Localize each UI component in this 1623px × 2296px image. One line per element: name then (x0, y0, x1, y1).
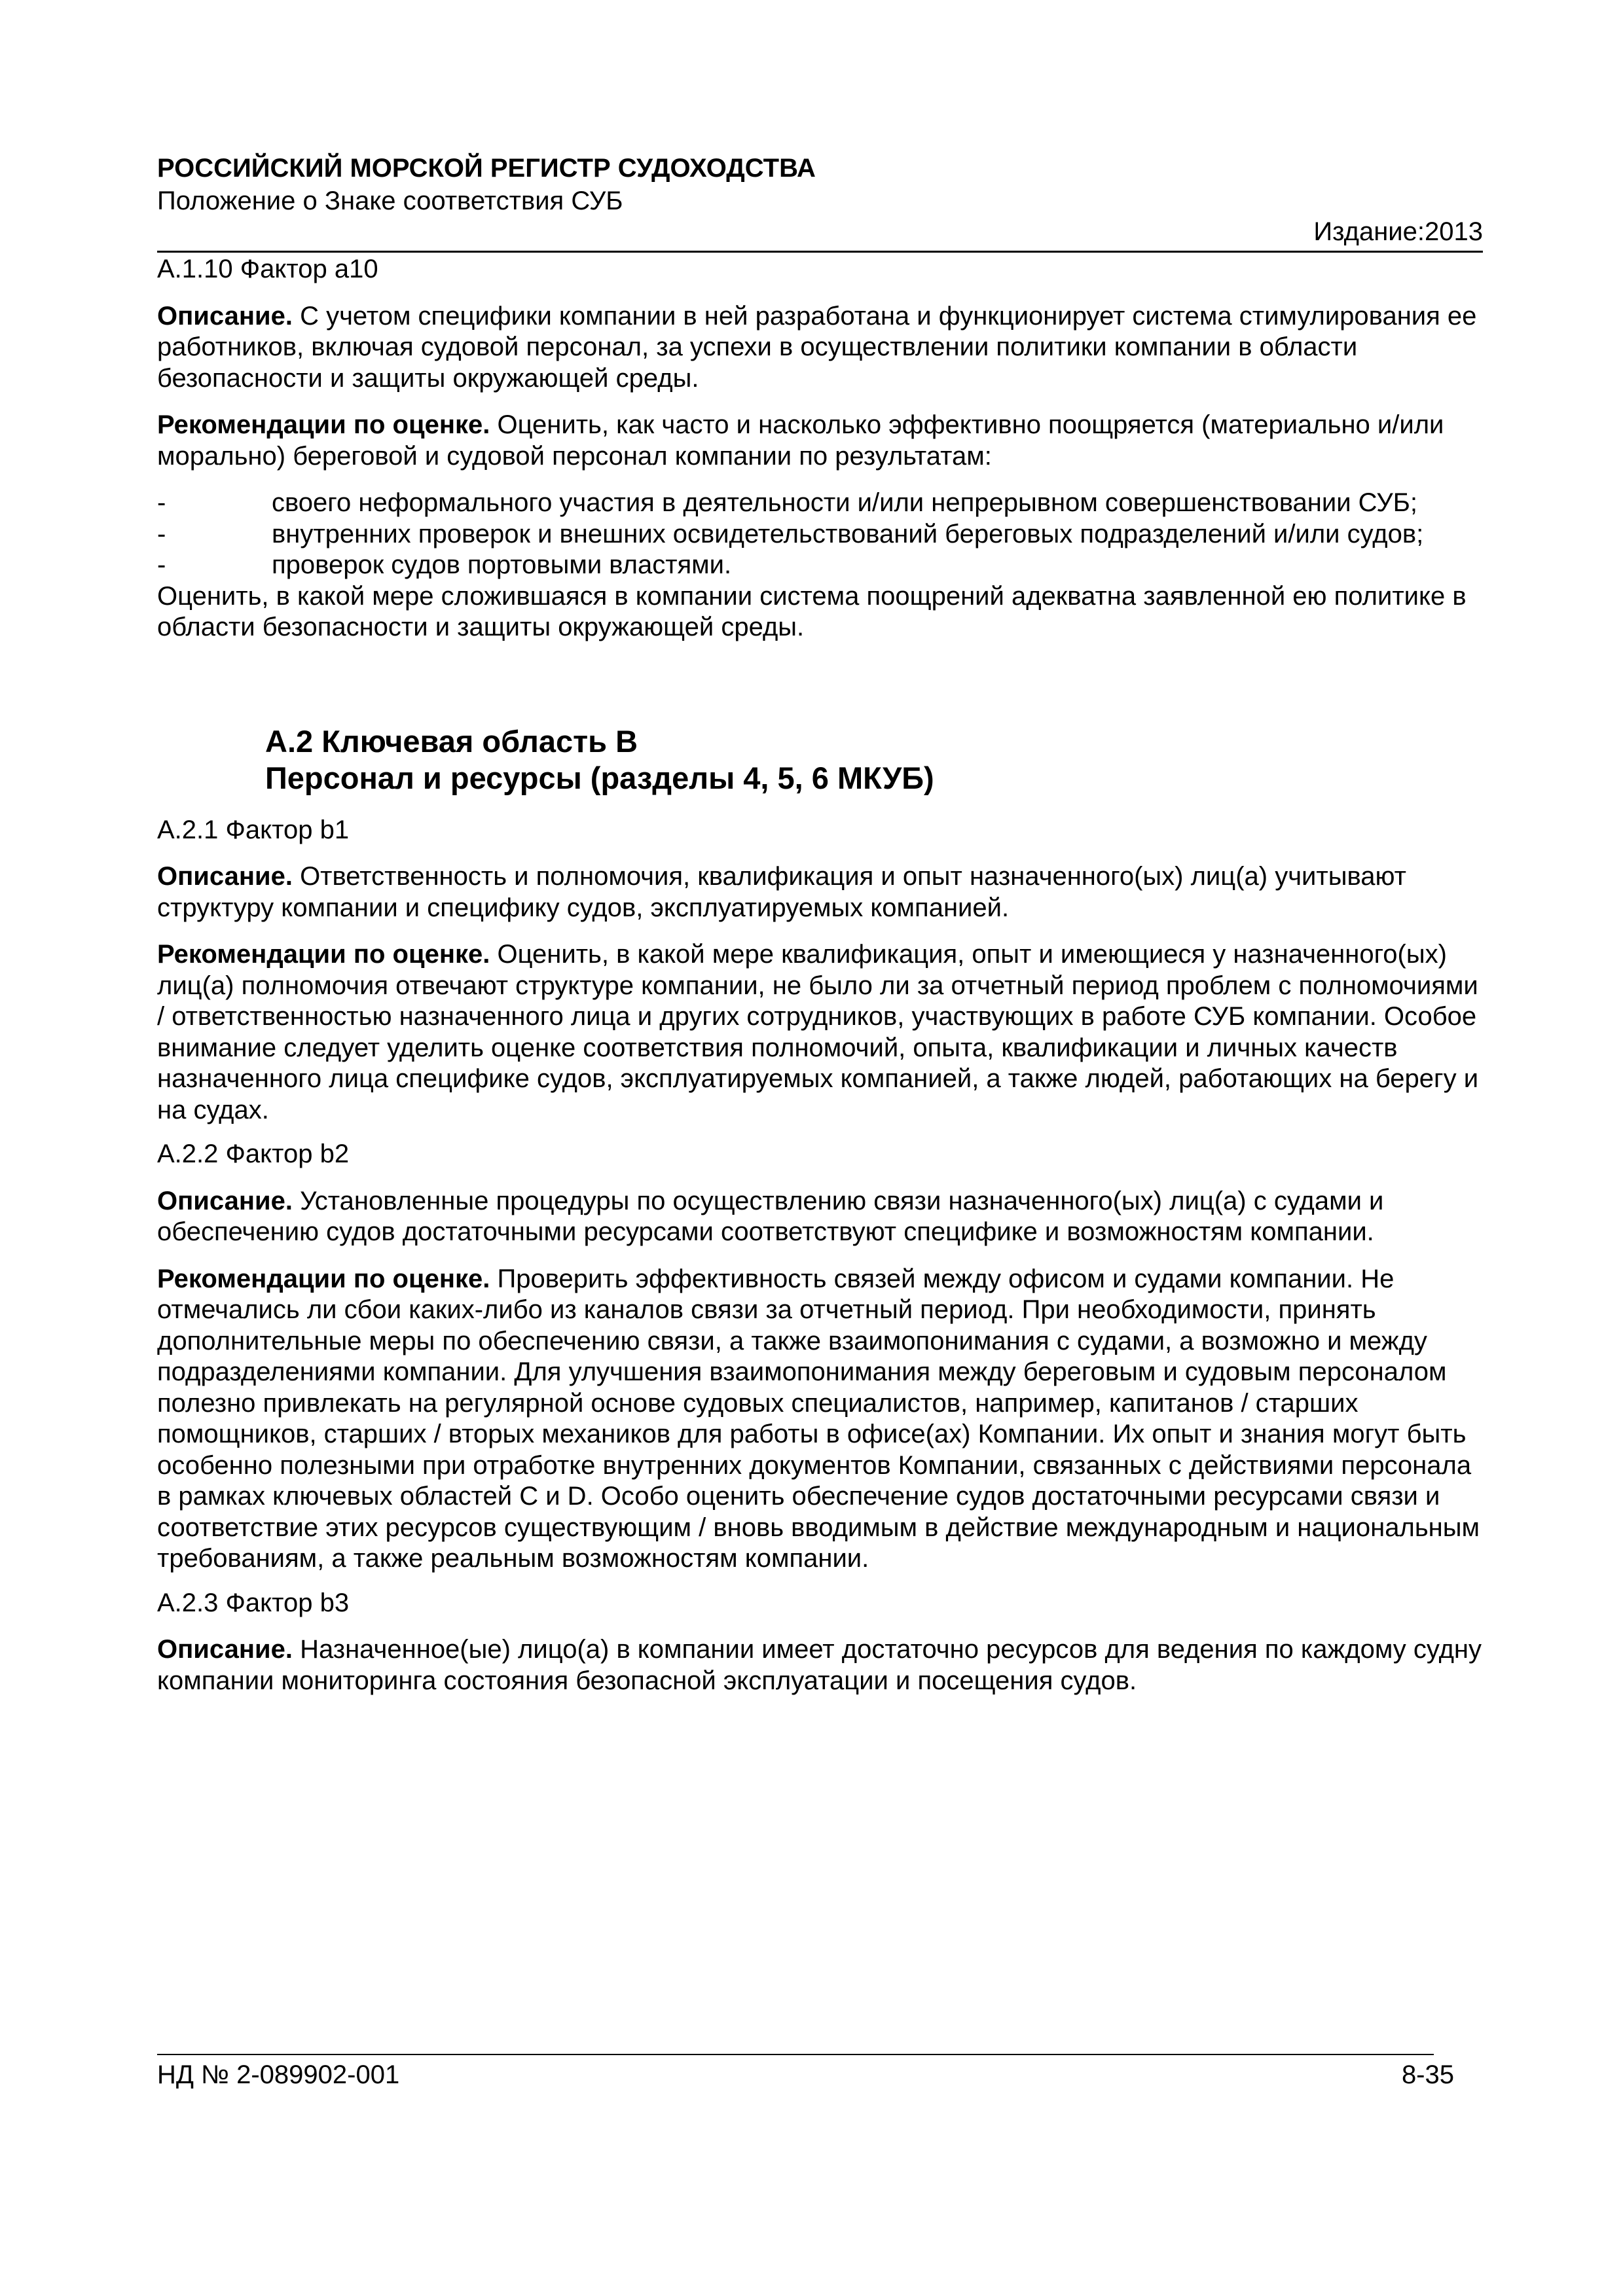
description-label: Описание. (157, 862, 293, 891)
factor-a10-bullet-list (157, 488, 1486, 581)
list-item-text: своего неформального участия в деятельности и/или непрерывном совершенствовании СУБ; (272, 488, 1417, 517)
factor-a10-conclusion: Оценить, в какой мере сложившаяся в компании система поощрений адекватна заявленной ею политике в области безопасности и защиты окружающей среды. (157, 581, 1467, 641)
recommendations-text: Оценить, в какой мере квалификация, опыт и имеющиеся у назначенного(ых) лиц(а) полномочия отвечают структуре компании, не было ли за отчетный период проблем с полномочиями / ответственностью назначенного лица и других сотрудников, участвующих в работе СУБ компании. Особое внимание следует уделить оценке соответствия полномочий, опыта, квалификации и личных качеств назначенного лица специфике судов, эксплуатируемых компанией, а также людей, работающих на берегу и на судах. (157, 940, 1479, 1124)
list-item-text: внутренних проверок и внешних освидетельствований береговых подразделений и/или судов; (272, 519, 1424, 548)
description-label: Описание. (157, 1635, 293, 1664)
factor-b1-description (157, 861, 1486, 924)
recommendations-label: Рекомендации по оценке. (157, 940, 490, 969)
factor-b2-description (157, 1186, 1486, 1248)
factor-b1-recommendations (157, 939, 1486, 1126)
page-body (157, 254, 1486, 1696)
description-label: Описание. (157, 301, 293, 331)
section-a2-title-line2: Персонал и ресурсы (разделы 4, 5, 6 МКУБ) (265, 760, 934, 795)
recommendations-label: Рекомендации по оценке. (157, 1264, 490, 1293)
section-a2-title-line1: А.2 Ключевая область B (265, 723, 638, 759)
bullet-dash: - (157, 488, 166, 517)
factor-b3-title: А.2.3 Фактор b3 (157, 1588, 350, 1617)
factor-b2-title: А.2.2 Фактор b2 (157, 1139, 350, 1168)
list-item (157, 550, 1486, 581)
list-item (157, 488, 1486, 519)
factor-b1-title: А.2.1 Фактор b1 (157, 815, 350, 844)
list-item (157, 519, 1486, 550)
footer-divider (157, 2054, 1434, 2055)
factor-b3-description (157, 1634, 1486, 1696)
description-text: Установленные процедуры по осуществлению связи назначенного(ых) лиц(а) с судами и обеспечению судов достаточными ресурсами соответствуют специфике и возможностям компании. (157, 1186, 1384, 1246)
header-document-title: Положение о Знаке соответствия СУБ (157, 187, 623, 215)
header-edition: Издание:2013 (1313, 217, 1483, 246)
factor-a10-description (157, 301, 1486, 395)
factor-a10-title: А.1.10 Фактор a10 (157, 255, 378, 283)
recommendations-text: Проверить эффективность связей между офисом и судами компании. Не отмечались ли сбои каких-либо из каналов связи за отчетный период. При необходимости, принять дополнительные меры по обеспечению связи, а также взаимопонимания с судами, а возможно и между подразделениями компании. Для улучшения взаимопонимания между береговым и судовым персоналом полезно привлекать на регулярной основе судовых специалистов, например, капитанов / старших помощников, старших / вторых механиков для работы в офисе(ах) Компании. Их опыт и знания могут быть особенно полезными при отработке внутренних документов Компании, связанных с действиями персонала в рамках ключевых областей C и D. Особо оценить обеспечение судов достаточными ресурсами связи и соответствие этих ресурсов существующим / вновь вводимым в действие международным и национальным требованиям, а также реальным возможностям компании. (157, 1264, 1480, 1573)
footer-page-number: 8-35 (1401, 2060, 1454, 2089)
factor-b2-recommendations (157, 1264, 1486, 1575)
bullet-dash: - (157, 519, 166, 548)
description-label: Описание. (157, 1186, 293, 1215)
recommendations-text: Оценить, как часто и насколько эффективно поощряется (материально и/или морально) береговой и судовой персонал компании по результатам: (157, 410, 1444, 471)
list-item-text: проверок судов портовыми властями. (272, 550, 732, 579)
factor-a10-recommendations (157, 410, 1486, 472)
recommendations-label: Рекомендации по оценке. (157, 410, 490, 439)
header-organization: РОССИЙСКИЙ МОРСКОЙ РЕГИСТР СУДОХОДСТВА (157, 154, 816, 183)
section-a2-heading (265, 723, 1486, 797)
bullet-dash: - (157, 550, 166, 579)
header-divider (157, 251, 1483, 253)
description-text: Ответственность и полномочия, квалификация и опыт назначенного(ых) лиц(а) учитывают структуру компании и специфику судов, эксплуатируемых компанией. (157, 862, 1406, 922)
footer-document-number: НД № 2-089902-001 (157, 2060, 400, 2089)
description-text: Назначенное(ые) лицо(а) в компании имеет достаточно ресурсов для ведения по каждому судну компании мониторинга состояния безопасной эксплуатации и посещения судов. (157, 1635, 1482, 1695)
description-text: С учетом специфики компании в ней разработана и функционирует система стимулирования ее работников, включая судовой персонал, за успехи в осуществлении политики компании в области безопасности и защиты окружающей среды. (157, 301, 1477, 393)
